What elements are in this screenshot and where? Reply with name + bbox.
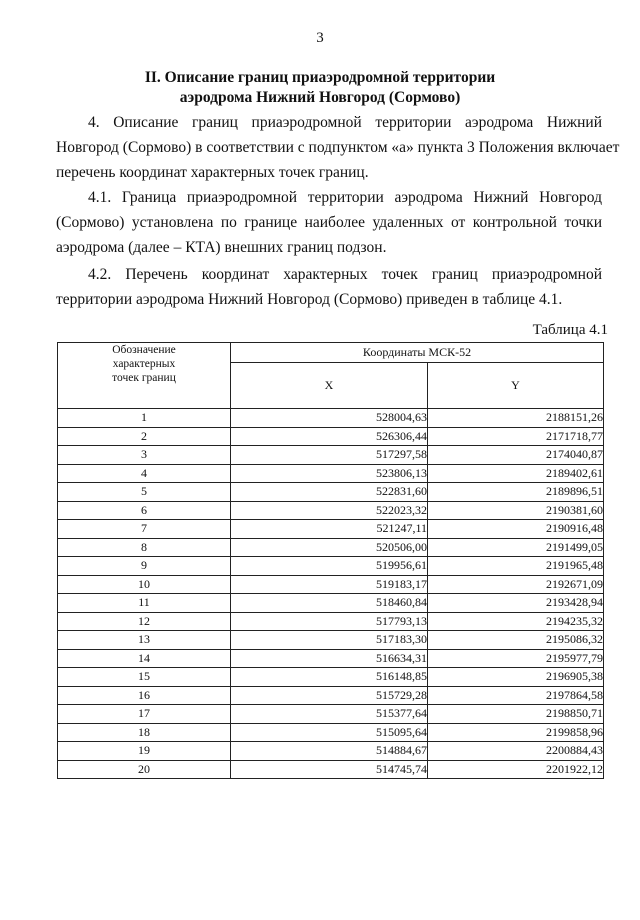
coordinate-x: 514745,74 [231, 760, 428, 779]
coordinate-x: 519956,61 [231, 557, 428, 576]
table-row [58, 501, 604, 520]
paragraph-line: 4.2. Перечень координат характерных точек границ приаэродромной [88, 266, 602, 283]
table-row [58, 705, 604, 724]
point-number: 7 [58, 520, 231, 539]
point-number: 17 [58, 705, 231, 724]
section-title [40, 68, 600, 108]
coordinate-y: 2190916,48 [428, 520, 604, 539]
page-number: 3 [316, 30, 324, 46]
table-row [58, 575, 604, 594]
paragraph-line: 4. Описание границ приаэродромной территории аэродрома Нижний [88, 114, 602, 131]
paragraph-line: Новгород (Сормово) в соответствии с подпунктом «а» пункта 3 Положения включает [56, 139, 620, 156]
coordinate-y: 2190381,60 [428, 501, 604, 520]
table-row [58, 631, 604, 650]
coordinate-y: 2194235,32 [428, 612, 604, 631]
table-row [58, 649, 604, 668]
point-number: 5 [58, 483, 231, 502]
paragraph-4-1 [56, 185, 602, 260]
coordinate-y: 2197864,58 [428, 686, 604, 705]
coordinate-x: 515729,28 [231, 686, 428, 705]
coordinate-y: 2195086,32 [428, 631, 604, 650]
coordinate-y: 2191965,48 [428, 557, 604, 576]
point-number: 3 [58, 446, 231, 465]
coordinate-x: 521247,11 [231, 520, 428, 539]
coordinate-x: 516148,85 [231, 668, 428, 687]
table-row [58, 612, 604, 631]
coordinate-x: 514884,67 [231, 742, 428, 761]
paragraph-line: 4.1. Граница приаэродромной территории аэродрома Нижний Новгород [88, 189, 602, 206]
table-row [58, 538, 604, 557]
table-row [58, 557, 604, 576]
coordinate-x: 522023,32 [231, 501, 428, 520]
coordinate-y: 2199858,96 [428, 723, 604, 742]
table-row [58, 594, 604, 613]
paragraph-line: территории аэродрома Нижний Новгород (Сормово) приведен в таблице 4.1. [56, 291, 563, 308]
coordinates-table-body [58, 409, 604, 779]
coordinate-x: 517793,13 [231, 612, 428, 631]
coordinate-x: 528004,63 [231, 409, 428, 428]
section-title-line-2: аэродрома Нижний Новгород (Сормово) [179, 89, 461, 106]
coordinate-x: 517297,58 [231, 446, 428, 465]
table-row [58, 723, 604, 742]
coordinate-x: 516634,31 [231, 649, 428, 668]
coordinate-x: 515377,64 [231, 705, 428, 724]
paragraph-line: аэродрома (далее – КТА) внешних границ подзон. [56, 239, 387, 256]
point-number: 15 [58, 668, 231, 687]
point-number: 10 [58, 575, 231, 594]
point-number: 18 [58, 723, 231, 742]
coordinate-y: 2189896,51 [428, 483, 604, 502]
coordinate-y: 2200884,43 [428, 742, 604, 761]
coordinate-x: 522831,60 [231, 483, 428, 502]
table-row [58, 483, 604, 502]
table-row [58, 446, 604, 465]
table-row [58, 760, 604, 779]
point-number: 11 [58, 594, 231, 613]
table-row [58, 686, 604, 705]
point-number: 20 [58, 760, 231, 779]
table-row [58, 464, 604, 483]
paragraph-line: (Сормово) установлена по границе наиболее удаленных от контрольной точки [56, 214, 602, 231]
header-point-line-1: Обозначение [112, 344, 176, 356]
coordinate-x: 515095,64 [231, 723, 428, 742]
coordinate-y: 2193428,94 [428, 594, 604, 613]
coordinate-y: 2195977,79 [428, 649, 604, 668]
point-number: 9 [58, 557, 231, 576]
paragraph-4-2 [56, 262, 602, 312]
coordinate-y: 2198850,71 [428, 705, 604, 724]
coordinate-x: 517183,30 [231, 631, 428, 650]
coordinate-y: 2188151,26 [428, 409, 604, 428]
table-row [58, 742, 604, 761]
point-number: 16 [58, 686, 231, 705]
header-x: X [231, 363, 428, 409]
header-y: Y [428, 363, 604, 409]
coordinate-x: 518460,84 [231, 594, 428, 613]
coordinate-y: 2189402,61 [428, 464, 604, 483]
point-number: 13 [58, 631, 231, 650]
coordinates-table [57, 342, 604, 779]
point-number: 8 [58, 538, 231, 557]
coordinate-x: 520506,00 [231, 538, 428, 557]
coordinate-x: 523806,13 [231, 464, 428, 483]
point-number: 4 [58, 464, 231, 483]
coordinate-y: 2174040,87 [428, 446, 604, 465]
point-number: 14 [58, 649, 231, 668]
header-point-line-3: точек границ [112, 372, 176, 384]
header-point-designation [58, 343, 231, 409]
coordinate-y: 2196905,38 [428, 668, 604, 687]
coordinate-y: 2192671,09 [428, 575, 604, 594]
section-title-line-1: II. Описание границ приаэродромной территории [144, 69, 496, 86]
point-number: 2 [58, 427, 231, 446]
table-row [58, 409, 604, 428]
table-row [58, 520, 604, 539]
coordinate-x: 519183,17 [231, 575, 428, 594]
table-caption: Таблица 4.1 [532, 322, 608, 338]
paragraph-4 [56, 110, 620, 185]
point-number: 1 [58, 409, 231, 428]
point-number: 19 [58, 742, 231, 761]
table-row [58, 668, 604, 687]
coordinate-y: 2191499,05 [428, 538, 604, 557]
coordinate-y: 2171718,77 [428, 427, 604, 446]
coordinate-y: 2201922,12 [428, 760, 604, 779]
paragraph-line: перечень координат характерных точек границ. [56, 164, 369, 181]
header-point-line-2: характерных [112, 358, 176, 370]
point-number: 12 [58, 612, 231, 631]
table-row [58, 427, 604, 446]
header-coordinates: Координаты МСК-52 [231, 343, 604, 363]
point-number: 6 [58, 501, 231, 520]
coordinate-x: 526306,44 [231, 427, 428, 446]
